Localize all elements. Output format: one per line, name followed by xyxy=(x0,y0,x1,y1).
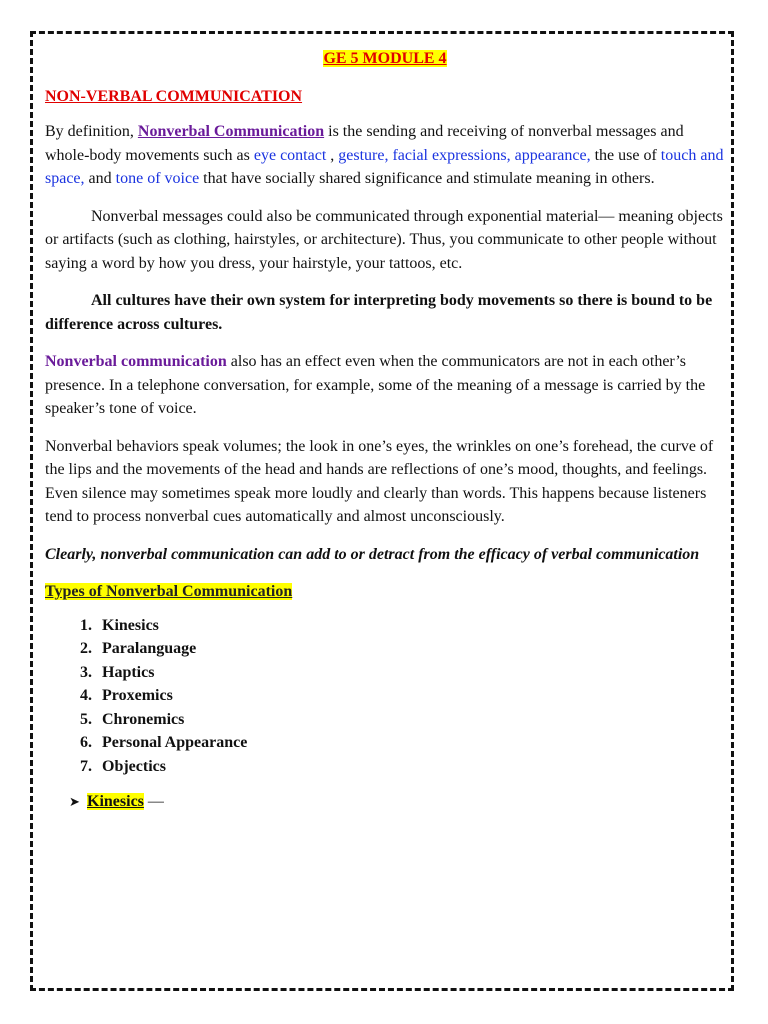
list-item: 7. Objectics xyxy=(96,755,725,779)
list-item: 5. Chronemics xyxy=(96,708,725,732)
types-list xyxy=(45,614,725,779)
document-body xyxy=(45,47,725,814)
kinesics-dash: — xyxy=(143,793,164,810)
kinesics-label: Kinesics xyxy=(87,793,144,810)
definition-term: Nonverbal Communication xyxy=(137,123,325,140)
cultures-paragraph: All cultures have their own system for interpreting body movements so there is bound to be difference across cultures. xyxy=(45,292,713,333)
title-row xyxy=(45,47,725,71)
document-title: GE 5 MODULE 4 xyxy=(323,50,447,67)
list-item: 6. Personal Appearance xyxy=(96,731,725,755)
behaviors-paragraph: Nonverbal behaviors speak volumes; the look in one’s eyes, the wrinkles on one’s forehead, the curve of the lips and the movements of the head and hands are reflections of one’s mood, thoughts, and feelings. Even silence may sometimes speak more loudly and clearly than words. This happens because listeners tend to process nonverbal cues automatically and almost unconsciously. xyxy=(45,437,714,525)
keyword-touch-space: touch and space, xyxy=(45,146,724,187)
definition-text-6: that have socially shared significance and stimulate meaning in others. xyxy=(199,170,655,187)
list-item: 1. Kinesics xyxy=(96,614,725,638)
keyword-gesture: gesture, facial expressions, appearance, xyxy=(338,146,591,164)
definition-text-3: , xyxy=(326,146,339,164)
definition-text-2: is the sending and receiving of nonverbal messages and whole-body movements such as xyxy=(45,123,684,164)
list-item: 2. Paralanguage xyxy=(96,637,725,661)
efficacy-paragraph: Clearly, nonverbal communication can add to or detract from the efficacy of verbal communication xyxy=(45,545,700,563)
definition-paragraph xyxy=(45,120,725,191)
section-heading: NON-VERBAL COMMUNICATION xyxy=(45,87,303,105)
definition-text-5: and xyxy=(84,170,116,187)
types-heading-row xyxy=(45,580,725,604)
definition-text-1: By definition, xyxy=(45,123,138,140)
presence-term: Nonverbal communication xyxy=(45,353,227,370)
arrow-bullet-icon: ➤ xyxy=(69,794,80,809)
definition-text-4: the use of xyxy=(590,146,661,164)
kinesics-bullet xyxy=(69,790,725,814)
presence-text: also has an effect even when the communicators are not in each other’s presence. In a telephone conversation, for example, some of the meaning of a message is carried by the speaker’s tone of voice. xyxy=(45,353,706,417)
presence-paragraph xyxy=(45,350,725,421)
list-item: 3. Haptics xyxy=(96,661,725,685)
types-heading: Types of Nonverbal Communication xyxy=(45,583,293,600)
keyword-eye-contact: eye contact xyxy=(253,146,327,164)
keyword-tone-of-voice: tone of voice xyxy=(115,170,200,187)
list-item: 4. Proxemics xyxy=(96,684,725,708)
artifacts-paragraph: Nonverbal messages could also be communicated through exponential material— meaning objects or artifacts (such as clothing, hairstyles, or architecture). Thus, you communicate to other people without saying a word by how you dress, your hairstyle, your tattoos, etc. xyxy=(45,207,723,272)
